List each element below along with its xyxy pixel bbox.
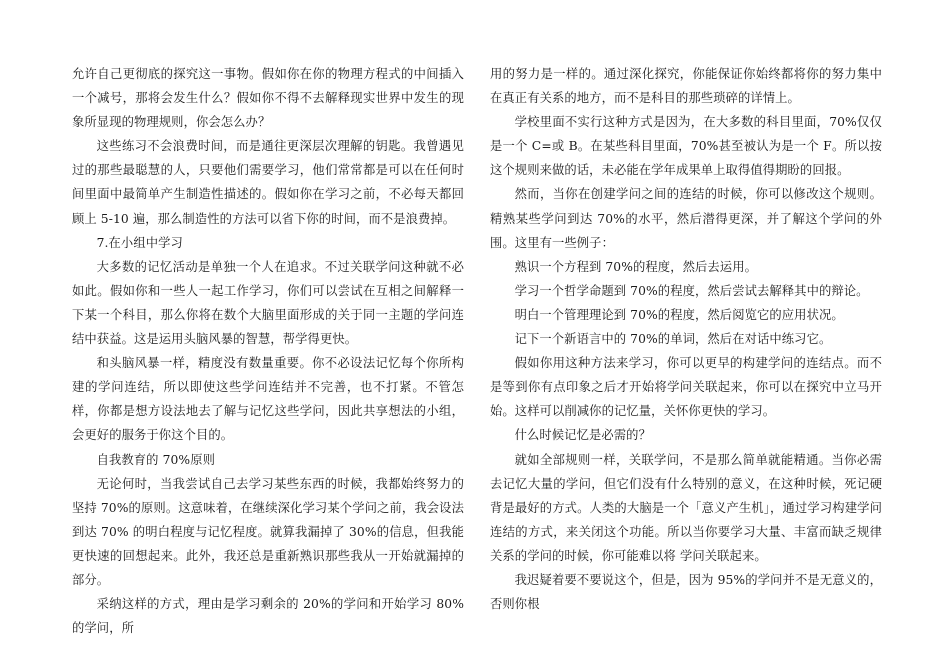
example-line: 学习一个哲学命题到 70%的程度，然后尝试去解释其中的辩论。 xyxy=(514,283,869,298)
right-column xyxy=(490,62,882,616)
paragraph: 学校里面不实行这种方式是因为，在大多数的科目里面，70%仅仅是一个 C=或 B。在某些科目里面，70%甚至被认为是一个 F。所以按这个规则来做的话，未必能在学年成果单上取得值得期盼的回报。 xyxy=(490,115,882,178)
paragraph: 和头脑风暴一样，精度没有数量重要。你不必设法记忆每个你所构建的学问连结，所以即使这些学问连结并不完善，也不打紧。不管怎样，你都是想方设法地去了解与记忆这些学问，因此共享想法的小组，会更好的服务于你这个目的。 xyxy=(72,356,464,443)
paragraph: 我迟疑着要不要说这个，但是，因为 95%的学问并不是无意义的，否则你根 xyxy=(490,572,882,612)
paragraph: 采纳这样的方式，理由是学习剩余的 20%的学问和开始学习 80%的学问，所 xyxy=(72,597,464,636)
example-line: 记下一个新语言中的 70%的单词，然后在对话中练习它。 xyxy=(514,332,832,347)
example-line: 熟识一个方程到 70%的程度，然后去运用。 xyxy=(514,259,757,274)
paragraph: 允许自己更彻底的探究这一事物。假如你在你的物理方程式的中间插入一个减号，那将会发生什么？假如你不得不去解释现实世界中发生的现象所显现的物理规则，你会怎么办？ xyxy=(72,67,464,130)
example-line: 明白一个管理理论到 70%的程度，然后阅览它的应用状况。 xyxy=(514,307,844,322)
paragraph: 然而，当你在创建学问之间的连结的时候，你可以修改这个规则。精熟某些学问到达 70%的水平，然后潜得更深，并了解这个学问的外围。这里有一些例子： xyxy=(490,187,882,250)
paragraph: 这些练习不会浪费时间，而是通往更深层次理解的钥匙。我曾遇见过的那些最聪慧的人，只要他们需要学习，他们常常都是可以在任何时间里面中最简单产生制造性描述的。假如你在学习之前，不必每天都回顾上 5-10 遍，那么制造性的方法可以省下你的时间，而不是浪费掉。 xyxy=(72,139,464,226)
paragraph: 用的努力是一样的。通过深化探究，你能保证你始终都将你的努力集中在真正有关系的地方，而不是科目的那些琐碎的详情上。 xyxy=(490,67,882,106)
paragraph: 假如你用这种方法来学习，你可以更早的构建学问的连结点。而不是等到你有点印象之后才开始将学问关联起来，你可以在探究中立马开始。这样可以削减你的记忆量，关怀你更快的学习。 xyxy=(490,356,882,419)
paragraph: 大多数的记忆活动是单独一个人在追求。不过关联学问这种就不必如此。假如你和一些人一起工作学习，你们可以尝试在互相之间解释一下某一个科目，那么你将在数个大脑里面形成的关于同一主题的学问连结中获益。这是运用头脑风暴的智慧，帮学得更快。 xyxy=(72,259,464,347)
left-column xyxy=(72,62,464,640)
section-heading: 7.在小组中学习 xyxy=(96,235,183,250)
paragraph: 无论何时，当我尝试自己去学习某些东西的时候，我都始终努力的坚持 70%的原则。这意味着，在继续深化学习某个学问之前，我会设法到达 70% 的明白程度与记忆程度。就算我漏掉了 30%的信息，但我能更快速的回想起来。此外，我还总是重新熟识那些我从一开始就漏掉的部分。 xyxy=(72,476,464,587)
section-heading: 什么时候记忆是必需的？ xyxy=(514,428,651,443)
section-heading: 自我教育的 70%原则 xyxy=(96,452,216,467)
paragraph: 就如全部规则一样，关联学问，不是那么简单就能精通。当你必需去记忆大量的学问，但它们没有什么特别的意义，在这种时候，死记硬背是最好的方式。人类的大脑是一个「意义产生机」，通过学习构建学问连结的方式，来关闭这个功能。所以当你要学习大量、丰富而缺乏规律关系的学问的时候，你可能难以将 学问关联起来。 xyxy=(490,452,882,563)
